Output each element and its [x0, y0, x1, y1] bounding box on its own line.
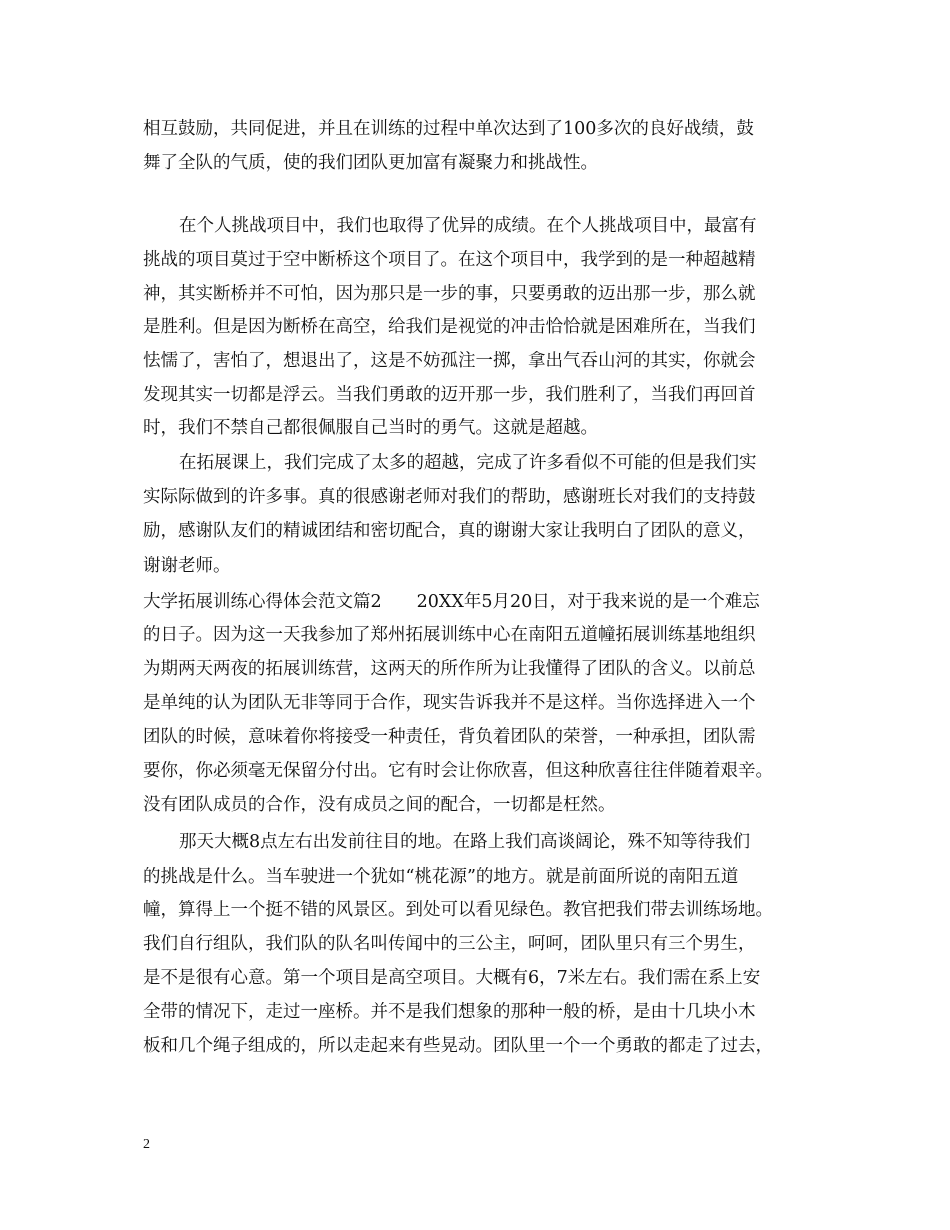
text-line: 幢，算得上一个挺不错的风景区。到处可以看见绿色。教官把我们带去训练场地。 — [143, 900, 773, 920]
text-line: 板和几个绳子组成的，所以走起来有些晃动。团队里一个一个勇敢的都走了过去， — [143, 1036, 773, 1056]
text-line: 励，感谢队友们的精诚团结和密切配合，真的谢谢大家让我明白了团队的意义， — [143, 521, 756, 541]
text-line: 是不是很有心意。第一个项目是高空项目。大概有6，7米左右。我们需在系上安 — [143, 968, 761, 988]
text-line: 那天大概8点左右出发前往目的地。在路上我们高谈阔论，殊不知等待我们 — [179, 832, 751, 852]
text-line: 时，我们不禁自己都很佩服自己当时的勇气。这就是超越。 — [143, 418, 598, 438]
text-line: 是单纯的认为团队无非等同于合作，现实告诉我并不是这样。当你选择进入一个 — [143, 693, 756, 713]
text-line: 全带的情况下，走过一座桥。并不是我们想象的那种一般的桥，是由十几块小木 — [143, 1002, 756, 1022]
text-line: 发现其实一切都是浮云。当我们勇敢的迈开那一步，我们胜利了，当我们再回首 — [143, 385, 756, 405]
text-line: 神，其实断桥并不可怕，因为那只是一步的事，只要勇敢的迈出那一步，那么就 — [143, 284, 756, 304]
page-number: 2 — [143, 1137, 150, 1152]
text-line: 在拓展课上，我们完成了太多的超越，完成了许多看似不可能的但是我们实 — [179, 453, 757, 473]
text-line: 的挑战是什么。当车驶进一个犹如“桃花源”的地方。就是前面所说的南阳五道 — [143, 867, 739, 887]
text-line: 实际际做到的许多事。真的很感谢老师对我们的帮助，感谢班长对我们的支持鼓 — [143, 487, 756, 507]
text-line: 我们自行组队，我们队的队名叫传闻中的三公主，呵呵，团队里只有三个男生， — [143, 934, 756, 954]
text-line: 为期两天两夜的拓展训练营，这两天的所作所为让我懂得了团队的含义。以前总 — [143, 659, 756, 679]
text-line: 在个人挑战项目中，我们也取得了优异的成绩。在个人挑战项目中，最富有 — [179, 216, 757, 236]
text-line: 大学拓展训练心得体会范文篇2 20XX年5月20日，对于我来说的是一个难忘 — [143, 592, 760, 612]
text-line: 的日子。因为这一天我参加了郑州拓展训练中心在南阳五道幢拓展训练基地组织 — [143, 625, 756, 645]
text-line: 没有团队成员的合作，没有成员之间的配合，一切都是枉然。 — [143, 795, 616, 815]
text-line: 是胜利。但是因为断桥在高空，给我们是视觉的冲击恰恰就是困难所在，当我们 — [143, 317, 756, 337]
text-line: 相互鼓励，共同促进，并且在训练的过程中单次达到了100多次的良好战绩，鼓 — [143, 119, 754, 139]
text-line: 谢谢老师。 — [143, 556, 231, 576]
text-line: 怯懦了，害怕了，想退出了，这是不妨孤注一掷，拿出气吞山河的其实，你就会 — [143, 351, 756, 371]
text-line: 挑战的项目莫过于空中断桥这个项目了。在这个项目中，我学到的是一种超越精 — [143, 250, 756, 270]
text-line: 舞了全队的气质，使的我们团队更加富有凝聚力和挑战性。 — [143, 153, 598, 173]
text-line: 要你，你必须毫无保留分付出。它有时会让你欣喜，但这种欣喜往往伴随着艰辛。 — [143, 761, 773, 781]
text-line: 团队的时候，意味着你将接受一种责任，背负着团队的荣誉，一种承担，团队需 — [143, 727, 756, 747]
